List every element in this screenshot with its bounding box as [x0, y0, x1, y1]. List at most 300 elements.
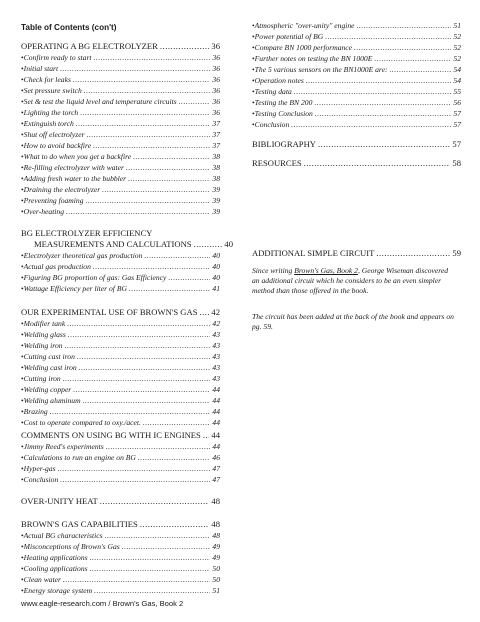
- toc-entry: [252, 53, 461, 64]
- toc-entry: [21, 52, 220, 63]
- toc-section-title: [252, 248, 461, 259]
- bullet-icon: •: [21, 251, 24, 260]
- toc-entry-label: How to avoid backfire: [23, 141, 92, 150]
- leader-dots: [76, 118, 211, 129]
- leader-dots: [374, 53, 451, 64]
- leader-dots: [306, 75, 452, 86]
- toc-section-additional-circuit: [252, 248, 461, 259]
- note-text: , George Wiseman discovered an additional circuit which he considers to be an even simpler method than those offered in the book.: [252, 266, 449, 295]
- section-page-number: 36: [211, 41, 220, 51]
- page-footer: www.eagle-research.com / Brown's Gas, Book 2: [21, 599, 184, 608]
- toc-entry-label: Cooling applications: [23, 564, 88, 573]
- leader-dots: [100, 496, 210, 507]
- toc-entry-label: Draining the electrolyzer: [23, 185, 101, 194]
- toc-section-bibliography: [252, 139, 461, 150]
- toc-entry-page: 54: [453, 65, 461, 74]
- toc-entry-label: Power potential of BG: [254, 32, 324, 41]
- bullet-icon: •: [21, 374, 24, 383]
- bullet-icon: •: [252, 120, 255, 129]
- leader-dots: [168, 272, 210, 283]
- toc-entry-page: 52: [453, 43, 461, 52]
- toc-entry-page: 41: [212, 284, 220, 293]
- toc-entry: [21, 107, 220, 118]
- note-text: Since writing: [252, 266, 295, 275]
- toc-entry-page: 51: [212, 586, 220, 595]
- toc-entry: [21, 96, 220, 107]
- toc-entry: [252, 119, 461, 130]
- toc-section-title: [252, 139, 461, 150]
- toc-section-title: [21, 496, 220, 507]
- leader-dots: [87, 129, 211, 140]
- leader-dots: [79, 362, 211, 373]
- section-page-number: 48: [211, 496, 220, 506]
- bullet-icon: •: [21, 352, 24, 361]
- toc-entry-page: 36: [212, 53, 220, 62]
- toc-entry: [21, 74, 220, 85]
- toc-entry-label: Further notes on testing the BN 1000E: [254, 54, 373, 63]
- toc-items: [21, 250, 220, 294]
- leader-dots: [63, 574, 210, 585]
- toc-entry-label: Welding copper: [23, 385, 72, 394]
- leader-dots: [318, 139, 450, 150]
- bullet-icon: •: [21, 196, 24, 205]
- toc-entry-label: Cutting cast iron: [23, 352, 75, 361]
- toc-entry-label: Actual gas production: [23, 262, 91, 271]
- toc-entry: [21, 574, 220, 585]
- toc-entry-page: 42: [212, 319, 220, 328]
- toc-entry-label: Welding aluminum: [23, 396, 81, 405]
- bullet-icon: •: [21, 174, 24, 183]
- bullet-icon: •: [252, 32, 255, 41]
- toc-entry: [21, 118, 220, 129]
- leader-dots: [67, 318, 210, 329]
- toc-entry-page: 50: [212, 575, 220, 584]
- toc-entry-page: 51: [453, 21, 461, 30]
- toc-entry-label: Confirm ready to start: [23, 53, 92, 62]
- leader-dots: [73, 384, 210, 395]
- leader-dots: [122, 541, 211, 552]
- bullet-icon: •: [21, 586, 24, 595]
- leader-dots: [90, 552, 211, 563]
- toc-entry-page: 44: [212, 385, 220, 394]
- toc-entry: [21, 140, 220, 151]
- bullet-icon: •: [21, 385, 24, 394]
- toc-items: [252, 20, 461, 130]
- toc-entry-page: 55: [453, 87, 461, 96]
- toc-entry: [21, 63, 220, 74]
- leader-dots: [60, 63, 210, 74]
- bullet-icon: •: [21, 108, 24, 117]
- section-page-number: 40: [224, 239, 233, 249]
- leader-dots: [200, 307, 210, 318]
- toc-entry-label: Conclusion: [254, 120, 290, 129]
- toc-entry-page: 43: [212, 352, 220, 361]
- book-title-reference: Brown's Gas, Book 2: [294, 266, 358, 275]
- toc-entry: [252, 42, 461, 53]
- toc-entry-page: 57: [453, 120, 461, 129]
- bullet-icon: •: [252, 65, 255, 74]
- toc-entry: [21, 261, 220, 272]
- bullet-icon: •: [21, 64, 24, 73]
- bullet-icon: •: [21, 53, 24, 62]
- section-page-number: 48: [211, 519, 220, 529]
- leader-dots: [77, 351, 211, 362]
- toc-entry: [21, 162, 220, 173]
- toc-entry: [21, 206, 220, 217]
- toc-entry-page: 44: [212, 442, 220, 451]
- bullet-icon: •: [252, 98, 255, 107]
- toc-entry: [21, 384, 220, 395]
- toc-entry-page: 40: [212, 251, 220, 260]
- toc-entry-label: Shut off electrolyzer: [23, 130, 85, 139]
- toc-entry: [21, 250, 220, 261]
- leader-dots: [314, 97, 451, 108]
- toc-entry-page: 43: [212, 374, 220, 383]
- bullet-icon: •: [21, 152, 24, 161]
- bullet-icon: •: [21, 207, 24, 216]
- toc-section-title-line2: [21, 239, 233, 250]
- toc-entry-label: Welding cast iron: [23, 363, 77, 372]
- toc-entry-page: 44: [212, 396, 220, 405]
- bullet-icon: •: [252, 109, 255, 118]
- leader-dots: [194, 239, 223, 250]
- section-page-number: 44: [211, 430, 220, 440]
- leader-dots: [105, 530, 211, 541]
- leader-dots: [376, 248, 450, 259]
- bullet-icon: •: [21, 531, 24, 540]
- toc-entry: [252, 64, 461, 75]
- bullet-icon: •: [21, 542, 24, 551]
- bullet-icon: •: [21, 185, 24, 194]
- leader-dots: [294, 86, 452, 97]
- toc-section-title: [252, 158, 461, 169]
- toc-entry-label: Testing data: [254, 87, 292, 96]
- toc-continued-items: [252, 20, 461, 130]
- bullet-icon: •: [252, 76, 255, 85]
- toc-entry-page: 54: [453, 76, 461, 85]
- toc-entry-page: 43: [212, 341, 220, 350]
- bullet-icon: •: [21, 341, 24, 350]
- toc-entry-page: 46: [212, 453, 220, 462]
- section-title-text: OVER-UNITY HEAT: [21, 496, 98, 506]
- leader-dots: [93, 140, 210, 151]
- leader-dots: [50, 406, 211, 417]
- circuit-location-note: The circuit has been added at the back of the book and appears on pg. 59.: [252, 312, 454, 331]
- leader-dots: [65, 340, 211, 351]
- toc-section-capabilities: [21, 519, 220, 596]
- toc-entry: [21, 351, 220, 362]
- toc-section-engines: [21, 430, 220, 485]
- bullet-icon: •: [21, 442, 24, 451]
- toc-entry-label: What to do when you get a backfire: [23, 152, 132, 161]
- section-page-number: 59: [452, 248, 461, 258]
- leader-dots: [203, 430, 210, 441]
- leader-dots: [93, 261, 211, 272]
- toc-entry-page: 44: [212, 407, 220, 416]
- toc-entry: [21, 585, 220, 596]
- toc-entry-label: Re-filling electrolyzer with water: [23, 163, 124, 172]
- toc-entry-page: 44: [212, 418, 220, 427]
- bullet-icon: •: [21, 284, 24, 293]
- toc-entry: [252, 97, 461, 108]
- toc-entry: [21, 184, 220, 195]
- toc-entry: [21, 552, 220, 563]
- toc-entry-label: Clean water: [23, 575, 62, 584]
- toc-entry: [21, 530, 220, 541]
- leader-dots: [315, 108, 452, 119]
- toc-entry-label: Heating applications: [23, 553, 88, 562]
- toc-entry-label: Operation notes: [254, 76, 304, 85]
- toc-entry-label: Hyper-gas: [23, 464, 56, 473]
- leader-dots: [126, 162, 210, 173]
- leader-dots: [160, 41, 210, 52]
- leader-dots: [83, 395, 211, 406]
- toc-entry-page: 52: [453, 54, 461, 63]
- section-title-text: BROWN'S GAS CAPABILITIES: [21, 519, 138, 529]
- leader-dots: [354, 42, 451, 53]
- toc-entry-page: 40: [212, 273, 220, 282]
- bullet-icon: •: [21, 330, 24, 339]
- toc-entry-page: 36: [212, 97, 220, 106]
- bullet-icon: •: [21, 262, 24, 271]
- toc-entry-label: Cost to operate compared to oxy./acet.: [23, 418, 141, 427]
- toc-entry: [21, 173, 220, 184]
- toc-entry: [21, 272, 220, 283]
- leader-dots: [128, 173, 210, 184]
- toc-items: [21, 441, 220, 485]
- toc-entry-label: Cutting iron: [23, 374, 61, 383]
- toc-entry: [21, 129, 220, 140]
- leader-dots: [390, 64, 452, 75]
- toc-section-operating: [21, 41, 220, 217]
- bullet-icon: •: [21, 575, 24, 584]
- toc-entry-label: Electrolyzer theoretical gas production: [23, 251, 143, 260]
- toc-entry-label: Jimmy Reed's experiments: [23, 442, 104, 451]
- toc-entry-page: 37: [212, 130, 220, 139]
- leader-dots: [138, 452, 211, 463]
- toc-entry: [21, 362, 220, 373]
- toc-entry-page: 56: [453, 98, 461, 107]
- toc-section-resources: [252, 158, 461, 169]
- toc-entry-page: 39: [212, 196, 220, 205]
- toc-entry: [21, 474, 220, 485]
- bullet-icon: •: [21, 553, 24, 562]
- toc-entry-page: 36: [212, 64, 220, 73]
- toc-entry: [21, 85, 220, 96]
- bullet-icon: •: [252, 87, 255, 96]
- toc-entry-label: Modifier tank: [23, 319, 66, 328]
- bullet-icon: •: [21, 97, 24, 106]
- section-page-number: 57: [452, 139, 461, 149]
- section-page-number: 58: [452, 158, 461, 168]
- bullet-icon: •: [252, 21, 255, 30]
- toc-entry-label: Lighting the torch: [23, 108, 79, 117]
- toc-entry-label: Welding glass: [23, 330, 66, 339]
- toc-entry-page: 38: [212, 152, 220, 161]
- toc-entry: [252, 108, 461, 119]
- toc-entry-label: Adding fresh water to the bubbler: [23, 174, 127, 183]
- toc-entry: [21, 283, 220, 294]
- toc-entry: [21, 452, 220, 463]
- bullet-icon: •: [21, 141, 24, 150]
- leader-dots: [291, 119, 451, 130]
- toc-entry-page: 39: [212, 207, 220, 216]
- leader-dots: [140, 519, 210, 530]
- leader-dots: [106, 441, 211, 452]
- toc-entry-label: Calculations to run an engine on BG: [23, 453, 136, 462]
- toc-entry-label: Welding iron: [23, 341, 63, 350]
- toc-entry-page: 49: [212, 542, 220, 551]
- toc-entry-label: Energy storage system: [23, 586, 93, 595]
- leader-dots: [58, 463, 211, 474]
- toc-entry-page: 57: [453, 109, 461, 118]
- leader-dots: [357, 20, 452, 31]
- section-title-text: ADDITIONAL SIMPLE CIRCUIT: [252, 248, 375, 258]
- toc-entry-page: 36: [212, 75, 220, 84]
- toc-entry-label: Check for leaks: [23, 75, 71, 84]
- bullet-icon: •: [21, 86, 24, 95]
- bullet-icon: •: [21, 475, 24, 484]
- leader-dots: [102, 184, 210, 195]
- toc-entry-page: 47: [212, 464, 220, 473]
- toc-entry-page: 36: [212, 108, 220, 117]
- toc-entry-label: Preventing foaming: [23, 196, 84, 205]
- section-title-text: RESOURCES: [252, 158, 302, 168]
- toc-entry: [21, 563, 220, 574]
- toc-entry: [21, 395, 220, 406]
- bullet-icon: •: [21, 363, 24, 372]
- bullet-icon: •: [252, 54, 255, 63]
- toc-section-title: [21, 430, 220, 441]
- leader-dots: [73, 74, 210, 85]
- leader-dots: [90, 563, 211, 574]
- toc-section-title: [21, 41, 220, 52]
- leader-dots: [133, 151, 210, 162]
- toc-entry: [21, 318, 220, 329]
- toc-entry-label: The 5 various sensors on the BN1000E are:: [254, 65, 388, 74]
- leader-dots: [304, 158, 451, 169]
- leader-dots: [144, 250, 210, 261]
- leader-dots: [143, 417, 211, 428]
- bullet-icon: •: [21, 564, 24, 573]
- bullet-icon: •: [21, 273, 24, 282]
- toc-section-experimental: [21, 307, 220, 428]
- toc-entry: [21, 441, 220, 452]
- toc-entry: [21, 329, 220, 340]
- toc-entry-label: Actual BG characteristics: [23, 531, 103, 540]
- toc-entry-label: Initial start: [23, 64, 59, 73]
- toc-entry-label: Testing Conclusion: [254, 109, 313, 118]
- toc-entry-page: 37: [212, 119, 220, 128]
- leader-dots: [325, 31, 451, 42]
- bullet-icon: •: [21, 119, 24, 128]
- toc-section-title: [21, 307, 220, 318]
- toc-items: [21, 52, 220, 217]
- section-title-text: BG ELECTROLYZER EFFICIENCY: [21, 228, 153, 238]
- toc-entry-label: Set & test the liquid level and temperature circuits: [23, 97, 177, 106]
- toc-entry: [21, 151, 220, 162]
- toc-entry-label: Testing the BN 200: [254, 98, 313, 107]
- section-title-text: BIBLIOGRAPHY: [252, 139, 316, 149]
- toc-entry-page: 47: [212, 475, 220, 484]
- bullet-icon: •: [21, 464, 24, 473]
- bullet-icon: •: [252, 43, 255, 52]
- bullet-icon: •: [21, 407, 24, 416]
- toc-entry: [21, 406, 220, 417]
- bullet-icon: •: [21, 163, 24, 172]
- bullet-icon: •: [21, 130, 24, 139]
- toc-items: [21, 530, 220, 596]
- toc-entry-label: Conclusion: [23, 475, 59, 484]
- toc-entry-label: Atmospheric "over-unity" engine: [254, 21, 355, 30]
- leader-dots: [86, 195, 211, 206]
- toc-entry: [21, 541, 220, 552]
- leader-dots: [94, 585, 210, 596]
- toc-entry: [252, 20, 461, 31]
- leader-dots: [129, 283, 210, 294]
- toc-entry: [21, 373, 220, 384]
- section-title-text: OPERATING A BG ELECTROLYZER: [21, 41, 158, 51]
- toc-entry-page: 43: [212, 330, 220, 339]
- toc-entry-page: 38: [212, 163, 220, 172]
- toc-entry-page: 39: [212, 185, 220, 194]
- toc-entry: [21, 340, 220, 351]
- toc-entry-page: 50: [212, 564, 220, 573]
- bullet-icon: •: [21, 396, 24, 405]
- page-heading: Table of Contents (con't): [21, 23, 117, 32]
- leader-dots: [179, 96, 211, 107]
- toc-entry-page: 52: [453, 32, 461, 41]
- toc-entry-page: 40: [212, 262, 220, 271]
- toc-entry: [21, 463, 220, 474]
- section-page-number: 42: [211, 307, 220, 317]
- toc-entry: [21, 195, 220, 206]
- toc-section-efficiency: [21, 228, 233, 294]
- toc-entry: [252, 75, 461, 86]
- leader-dots: [84, 85, 211, 96]
- toc-entry: [252, 31, 461, 42]
- toc-entry-label: Wattage Efficiency per liter of BG: [23, 284, 127, 293]
- toc-entry: [252, 86, 461, 97]
- toc-items: [21, 318, 220, 428]
- toc-entry-page: 36: [212, 86, 220, 95]
- toc-entry-label: Set pressure switch: [23, 86, 82, 95]
- toc-section-over-unity: [21, 496, 220, 507]
- toc-entry-page: 48: [212, 531, 220, 540]
- leader-dots: [63, 373, 211, 384]
- toc-entry-label: Misconceptions of Brown's Gas: [23, 542, 120, 551]
- leader-dots: [66, 206, 210, 217]
- toc-section-title-line1: [21, 228, 220, 239]
- toc-entry-page: 37: [212, 141, 220, 150]
- toc-entry-page: 38: [212, 174, 220, 183]
- bullet-icon: •: [21, 418, 24, 427]
- leader-dots: [60, 474, 210, 485]
- toc-entry-page: 43: [212, 363, 220, 372]
- bullet-icon: •: [21, 319, 24, 328]
- section-title-text: MEASUREMENTS AND CALCULATIONS: [34, 239, 192, 249]
- toc-entry-label: Figuring BG proportion of gas: Gas Efficiency: [23, 273, 167, 282]
- bullet-icon: •: [21, 453, 24, 462]
- section-title-text: COMMENTS ON USING BG WITH IC ENGINES: [21, 430, 201, 440]
- toc-entry-page: 49: [212, 553, 220, 562]
- circuit-note: [252, 266, 457, 296]
- toc-entry-label: Compare BN 1000 performance: [254, 43, 353, 52]
- leader-dots: [94, 52, 211, 63]
- leader-dots: [80, 107, 210, 118]
- section-title-text: OUR EXPERIMENTAL USE OF BROWN'S GAS: [21, 307, 198, 317]
- toc-entry-label: Over-heating: [23, 207, 65, 216]
